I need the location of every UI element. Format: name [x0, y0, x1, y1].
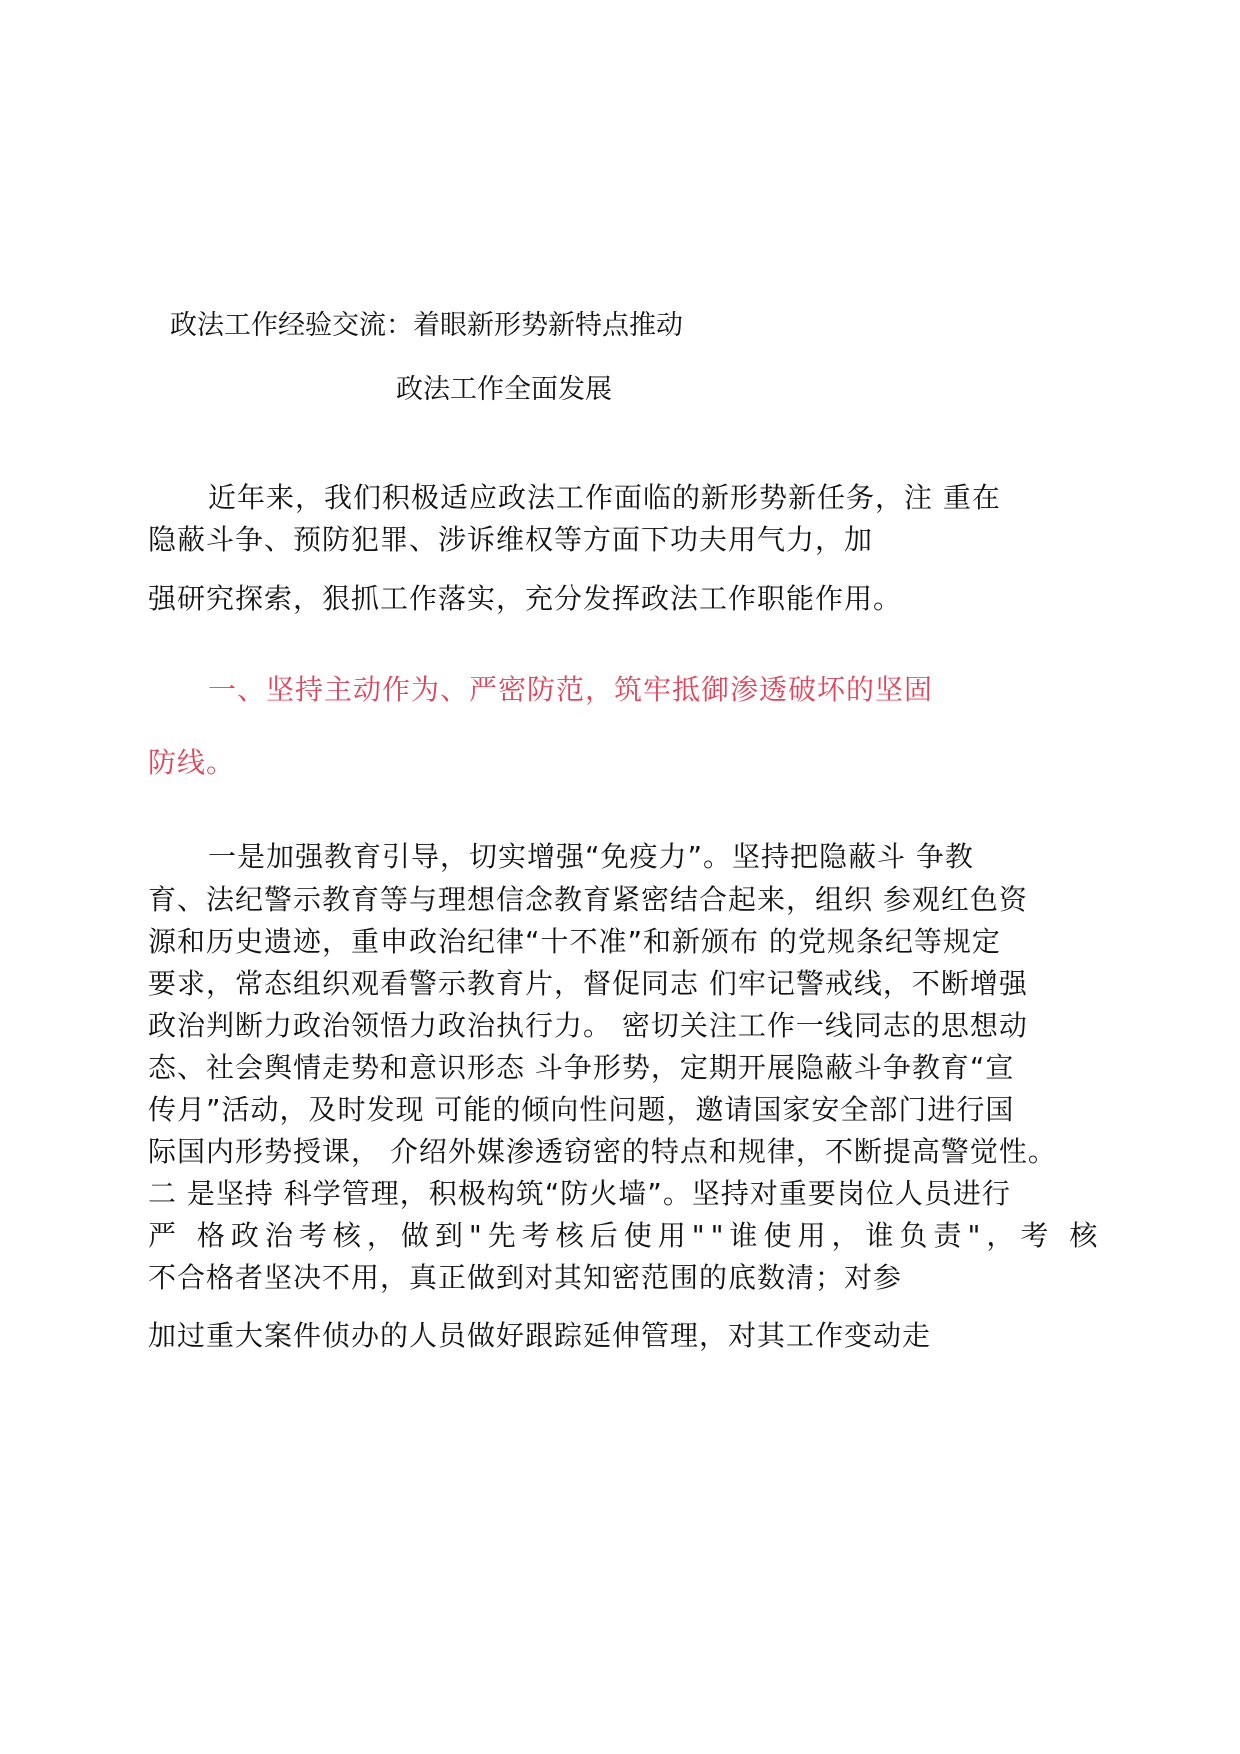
body-paragraph-line: 育、法纪警示教育等与理想信念教育紧密结合起来，组织 参观红色资 [148, 883, 1028, 916]
intro-paragraph-line: 强研究探索，狠抓工作落实，充分发挥政法工作职能作用。 [148, 582, 903, 615]
body-paragraph-line: 源和历史遗迹，重申政治纪律“十不准”和新颁布 的党规条纪等规定 [148, 925, 1001, 958]
body-paragraph-line: 严 格政治考核，做到"先考核后使用""谁使用，谁负责"，考 核 [148, 1219, 1104, 1252]
document-title-line-1: 政法工作经验交流：着眼新形势新特点推动 [170, 310, 683, 341]
body-paragraph-line: 一是加强教育引导，切实增强“免疫力”。坚持把隐蔽斗 争教 [208, 840, 974, 873]
body-paragraph-line: 传月”活动，及时发现 可能的倾向性问题，邀请国家安全部门进行国 [148, 1093, 1015, 1126]
intro-paragraph-line: 近年来，我们积极适应政法工作面临的新形势新任务，注 重在 [208, 481, 1001, 514]
body-paragraph-line: 态、社会舆情走势和意识形态 斗争形势，定期开展隐蔽斗争教育“宣 [148, 1051, 1015, 1084]
body-paragraph-line: 际国内形势授课， 介绍外媒渗透窃密的特点和规律，不断提高警觉性。 [148, 1135, 1057, 1168]
body-paragraph-line: 要求，常态组织观看警示教育片，督促同志 们牢记警戒线，不断增强 [148, 967, 1028, 1000]
section-heading-line: 防线。 [148, 746, 236, 779]
body-paragraph-line: 政治判断力政治领悟力政治执行力。 密切关注工作一线同志的思想动 [148, 1009, 1028, 1042]
intro-paragraph-line: 隐蔽斗争、预防犯罪、涉诉维权等方面下功夫用气力，加 [148, 523, 874, 556]
body-paragraph-line: 加过重大案件侦办的人员做好跟踪延伸管理，对其工作变动走 [148, 1319, 932, 1352]
body-paragraph-line: 二 是坚持 科学管理，积极构筑“防火墙”。坚持对重要岗位人员进行 [148, 1177, 1011, 1210]
document-title-line-2: 政法工作全面发展 [396, 374, 612, 405]
section-heading-line: 一、坚持主动作为、严密防范，筑牢抵御渗透破坏的坚固 [208, 673, 934, 706]
body-paragraph-line: 不合格者坚决不用，真正做到对其知密范围的底数清；对参 [148, 1261, 903, 1294]
